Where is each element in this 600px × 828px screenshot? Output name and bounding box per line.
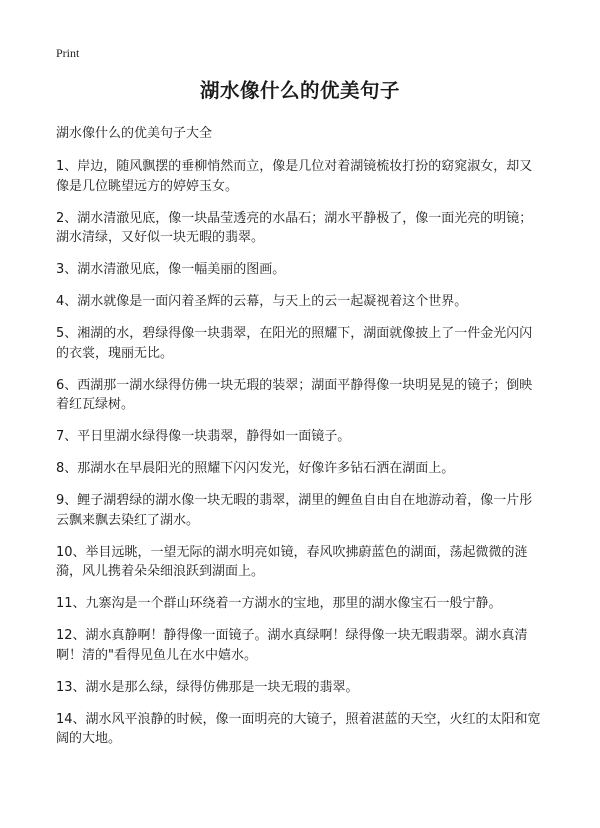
page-title: 湖水像什么的优美句子 — [199, 79, 400, 102]
print-label: Print — [56, 46, 80, 60]
list-item: 8、那湖水在早晨阳光的照耀下闪闪发光，好像许多钻石洒在湖面上。 — [56, 461, 455, 476]
list-item: 14、湖水风平浪静的时候，像一面明亮的大镜子，照着湛蓝的天空，火红的太阳和宽阔的大地。 — [56, 711, 541, 746]
list-item: 6、西湖那一湖水绿得仿佛一块无瑕的装翠；湖面平静得像一块明晃晃的镜子；倒映着红瓦绿树。 — [56, 377, 533, 412]
list-item: 4、湖水就像是一面闪着圣辉的云幕，与天上的云一起凝视着这个世界。 — [56, 294, 468, 309]
sentence-list — [56, 157, 544, 749]
list-item: 12、湖水真静啊！静得像一面镜子。湖水真绿啊！绿得像一块无暇翡翠。湖水真清啊！清的"看得见鱼儿在水中嬉水。 — [56, 628, 528, 663]
list-item: 1、岸边，随风飘摆的垂柳悄然而立，像是几位对着湖镜梳妆打扮的窈窕淑女，却又像是几位眺望远方的婷婷玉女。 — [56, 159, 533, 194]
list-item: 9、鲤子湖碧绿的湖水像一块无暇的翡翠，湖里的鲤鱼自由自在地游动着，像一片彤云飘来飘去染红了湖水。 — [56, 493, 533, 528]
document-subtitle: 湖水像什么的优美句子大全 — [56, 126, 213, 141]
list-item: 10、举目远眺，一望无际的湖水明亮如镜，春风吹拂蔚蓝色的湖面，荡起微微的涟漪，风儿携着朵朵细浪跃到湖面上。 — [56, 544, 528, 579]
list-item: 13、湖水是那么绿，绿得仿佛那是一块无瑕的翡翠。 — [56, 679, 359, 695]
list-item: 7、平日里湖水绿得像一块翡翠，静得如一面镜子。 — [56, 429, 351, 444]
list-item: 2、湖水清澈见底，像一块晶莹透亮的水晶石；湖水平静极了，像一面光亮的明镜；湖水清绿，又好似一块无暇的翡翠。 — [56, 210, 533, 245]
list-item: 3、湖水清澈见底，像一幅美丽的图画。 — [56, 262, 286, 277]
list-item: 11、九寨沟是一个群山环绕着一方湖水的宝地，那里的湖水像宝石一般宁静。 — [56, 596, 502, 611]
list-item: 5、湘湖的水，碧绿得像一块翡翠，在阳光的照耀下，湖面就像披上了一件金光闪闪的衣裳，瑰丽无比。 — [56, 326, 533, 361]
